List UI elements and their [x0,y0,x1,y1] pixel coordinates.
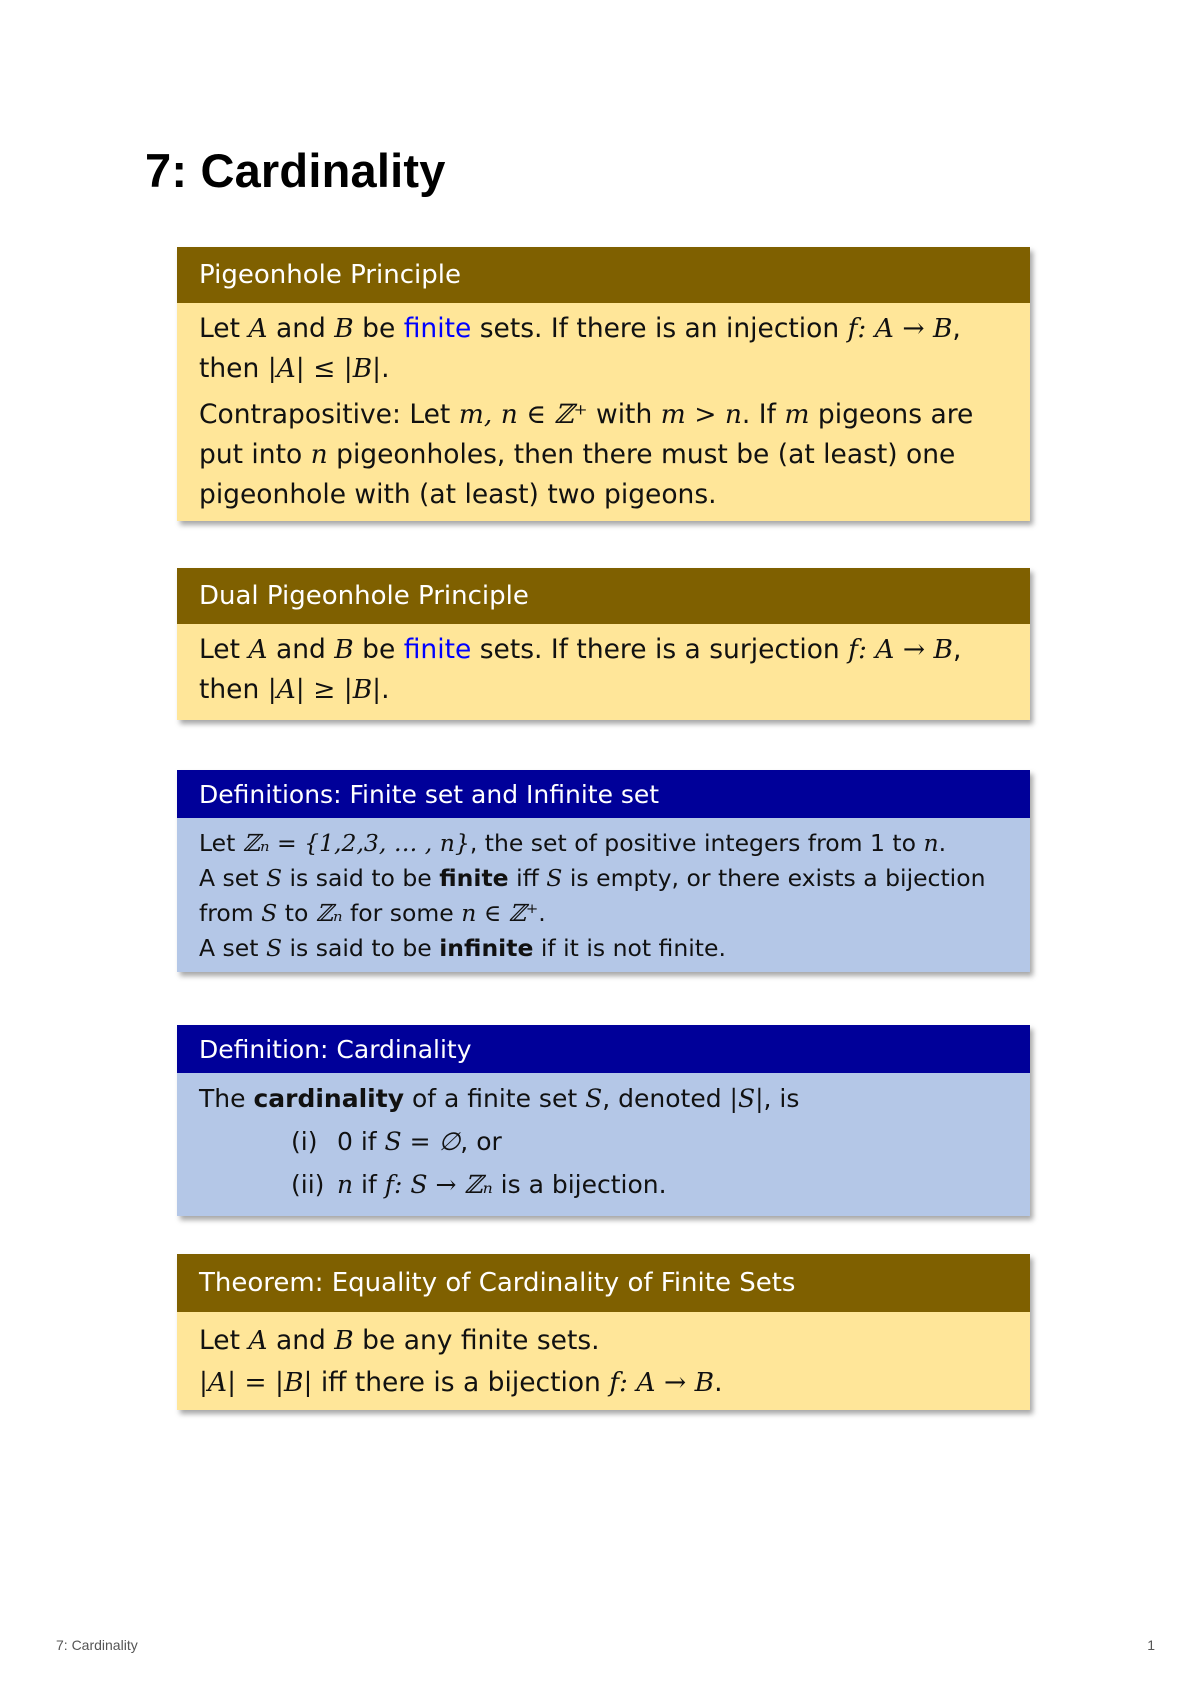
box-heading: Theorem: Equality of Cardinality of Finite Sets [177,1254,1030,1312]
text-line: A set S is said to be finite iff S is empty, or there exists a bijection [199,864,986,892]
text-line: then |A| ≥ |B|. [199,674,390,705]
box-body [177,818,1030,972]
finite-link[interactable]: finite [403,634,472,665]
text-line: then |A| ≤ |B|. [199,353,390,384]
text-line: Let A and B be finite sets. If there is an injection f: A → B, [199,313,961,344]
text-line: Let A and B be any finite sets. [199,1325,600,1356]
text-line: A set S is said to be infinite if it is not finite. [199,934,726,962]
box-body [177,1312,1030,1410]
box-body [177,1073,1030,1216]
box-heading: Pigeonhole Principle [177,247,1030,303]
pigeonhole-principle-box [177,247,1030,521]
cardinality-definition-box [177,1025,1030,1216]
text-line: The cardinality of a finite set S, denoted |S|, is [199,1084,800,1113]
page-number: 1 [1147,1637,1155,1653]
box-heading: Dual Pigeonhole Principle [177,568,1030,624]
dual-pigeonhole-principle-box [177,568,1030,720]
text-line: from S to ℤₙ for some n ∈ ℤ⁺. [199,899,546,927]
box-body [177,624,1030,720]
footer-title: 7: Cardinality [56,1637,138,1653]
text-line: pigeonhole with (at least) two pigeons. [199,479,717,510]
box-heading: Definitions: Finite set and Infinite set [177,770,1030,818]
text-line: Let ℤₙ = {1,2,3, … , n}, the set of positive integers from 1 to n. [199,829,947,857]
text-line: |A| = |B| iff there is a bijection f: A → B. [199,1367,723,1398]
text-line: Contrapositive: Let m, n ∈ ℤ⁺ with m > n. If m pigeons are [199,399,974,430]
box-body [177,303,1030,521]
page-title: 7: Cardinality [145,144,446,197]
box-heading: Definition: Cardinality [177,1025,1030,1073]
finite-infinite-definition-box [177,770,1030,972]
text-line: Let A and B be finite sets. If there is a surjection f: A → B, [199,634,962,665]
finite-link[interactable]: finite [403,313,472,344]
list-item: (ii) n if f: S → ℤₙ is a bijection. [291,1170,667,1199]
list-item: (i) 0 if S = ∅, or [291,1127,502,1156]
text-line: put into n pigeonholes, then there must be (at least) one [199,439,956,470]
equality-cardinality-theorem-box [177,1254,1030,1410]
